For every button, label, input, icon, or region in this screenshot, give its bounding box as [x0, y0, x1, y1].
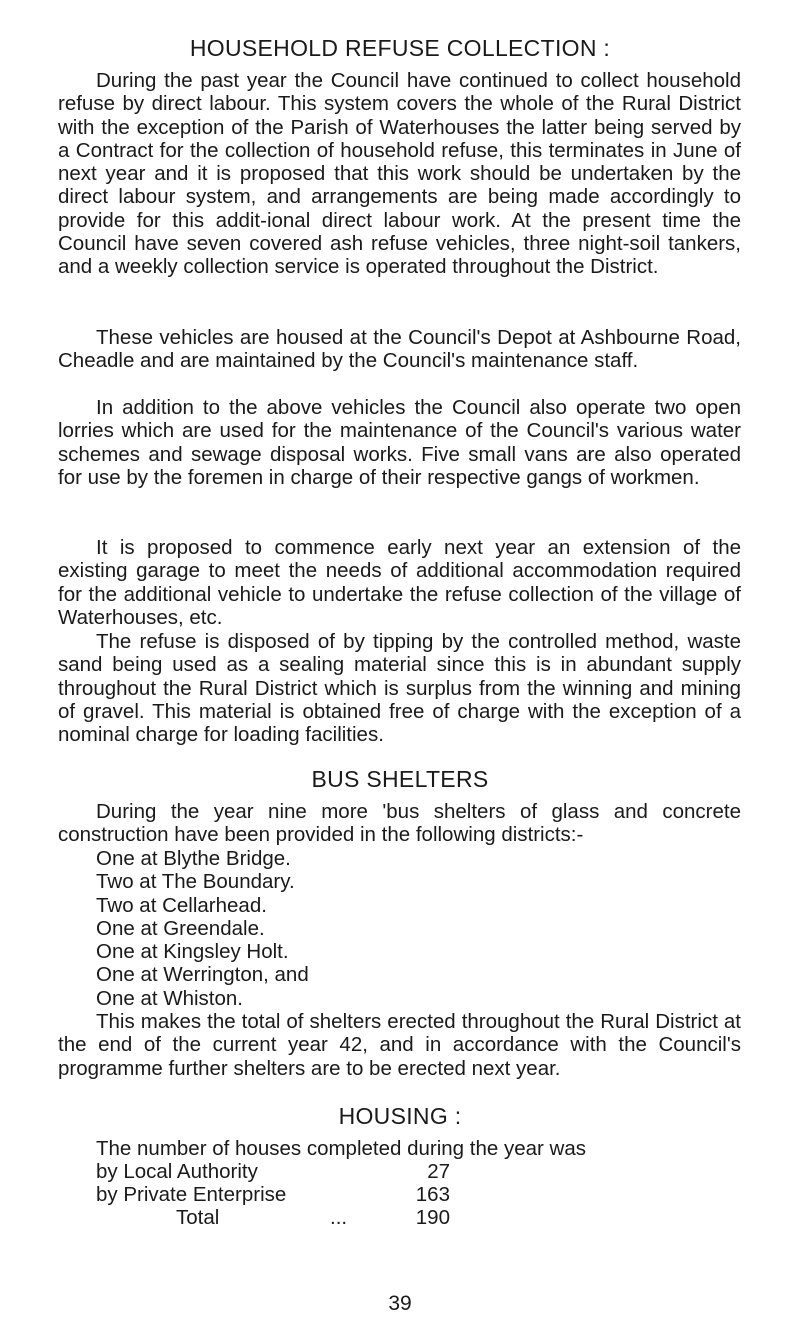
refuse-paragraph-3: In addition to the above vehicles the Council also operate two open lorries which are used for the maintenance of the Council's various water schemes and sewage disposal works. Five small vans are also operated for use by the foremen in charge of their respective gangs of workmen. [58, 396, 741, 489]
housing-label: by Private Enterprise [96, 1183, 287, 1206]
list-item: One at Werrington, and [96, 963, 309, 987]
housing-row-local [96, 1160, 496, 1184]
list-item: One at Kingsley Holt. [96, 940, 289, 964]
shelters-heading: BUS SHELTERS [311, 766, 489, 792]
list-item: One at Greendale. [96, 916, 265, 940]
refuse-paragraph-5: The refuse is disposed of by tipping by the controlled method, waste sand being used as a sealing material since this is in abundant supply throughout the Rural District which is surplus from the winning and mining of gravel. This material is obtained free of charge with the exception of a nominal charge for loading facilities. [58, 630, 741, 747]
housing-value: 163 [415, 1183, 450, 1206]
list-item: Two at The Boundary. [96, 870, 295, 894]
refuse-paragraph-2: These vehicles are housed at the Council's Depot at Ashbourne Road, Cheadle and are maintained by the Council's maintenance staff. [58, 326, 741, 373]
refuse-heading: HOUSEHOLD REFUSE COLLECTION : [189, 35, 611, 61]
refuse-paragraph-4: It is proposed to commence early next year an extension of the existing garage to meet the needs of additional accommodation required for the additional vehicle to undertake the refuse collection of the village of Waterhouses, etc. [58, 536, 741, 629]
housing-row-total [96, 1206, 496, 1230]
housing-intro: The number of houses completed during the year was [96, 1137, 586, 1160]
list-item: One at Whiston. [96, 986, 243, 1010]
housing-total-label: Total [176, 1206, 220, 1229]
shelters-list [96, 847, 309, 1010]
housing-total-leader: ... [330, 1206, 348, 1229]
housing-heading: HOUSING : [338, 1103, 462, 1129]
shelters-closing: This makes the total of shelters erected throughout the Rural District at the end of the current year 42, and in accordance with the Council's programme further shelters are to be erected next year. [58, 1010, 741, 1080]
housing-row-private [96, 1183, 496, 1207]
list-item: Two at Cellarhead. [96, 893, 267, 917]
list-item: One at Blythe Bridge. [96, 847, 291, 870]
housing-total-value: 190 [415, 1206, 450, 1229]
shelters-intro: During the year nine more 'bus shelters of glass and concrete construction have been provided in the following districts:- [58, 800, 741, 847]
housing-label: by Local Authority [96, 1160, 258, 1183]
housing-value: 27 [427, 1160, 450, 1183]
page-number: 39 [388, 1292, 412, 1315]
refuse-paragraph-1: During the past year the Council have continued to collect household refuse by direct labour. This system covers the whole of the Rural District with the exception of the Parish of Waterhouses the latter being served by a Contract for the collection of household refuse, this terminates in June of next year and it is proposed that this work should be undertaken by the direct labour system, and arrangements are being made accordingly to provide for this addit-ional direct labour work. At the present time the Council have seven covered ash refuse vehicles, three night-soil tankers, and a weekly collection service is operated throughout the District. [58, 69, 741, 279]
